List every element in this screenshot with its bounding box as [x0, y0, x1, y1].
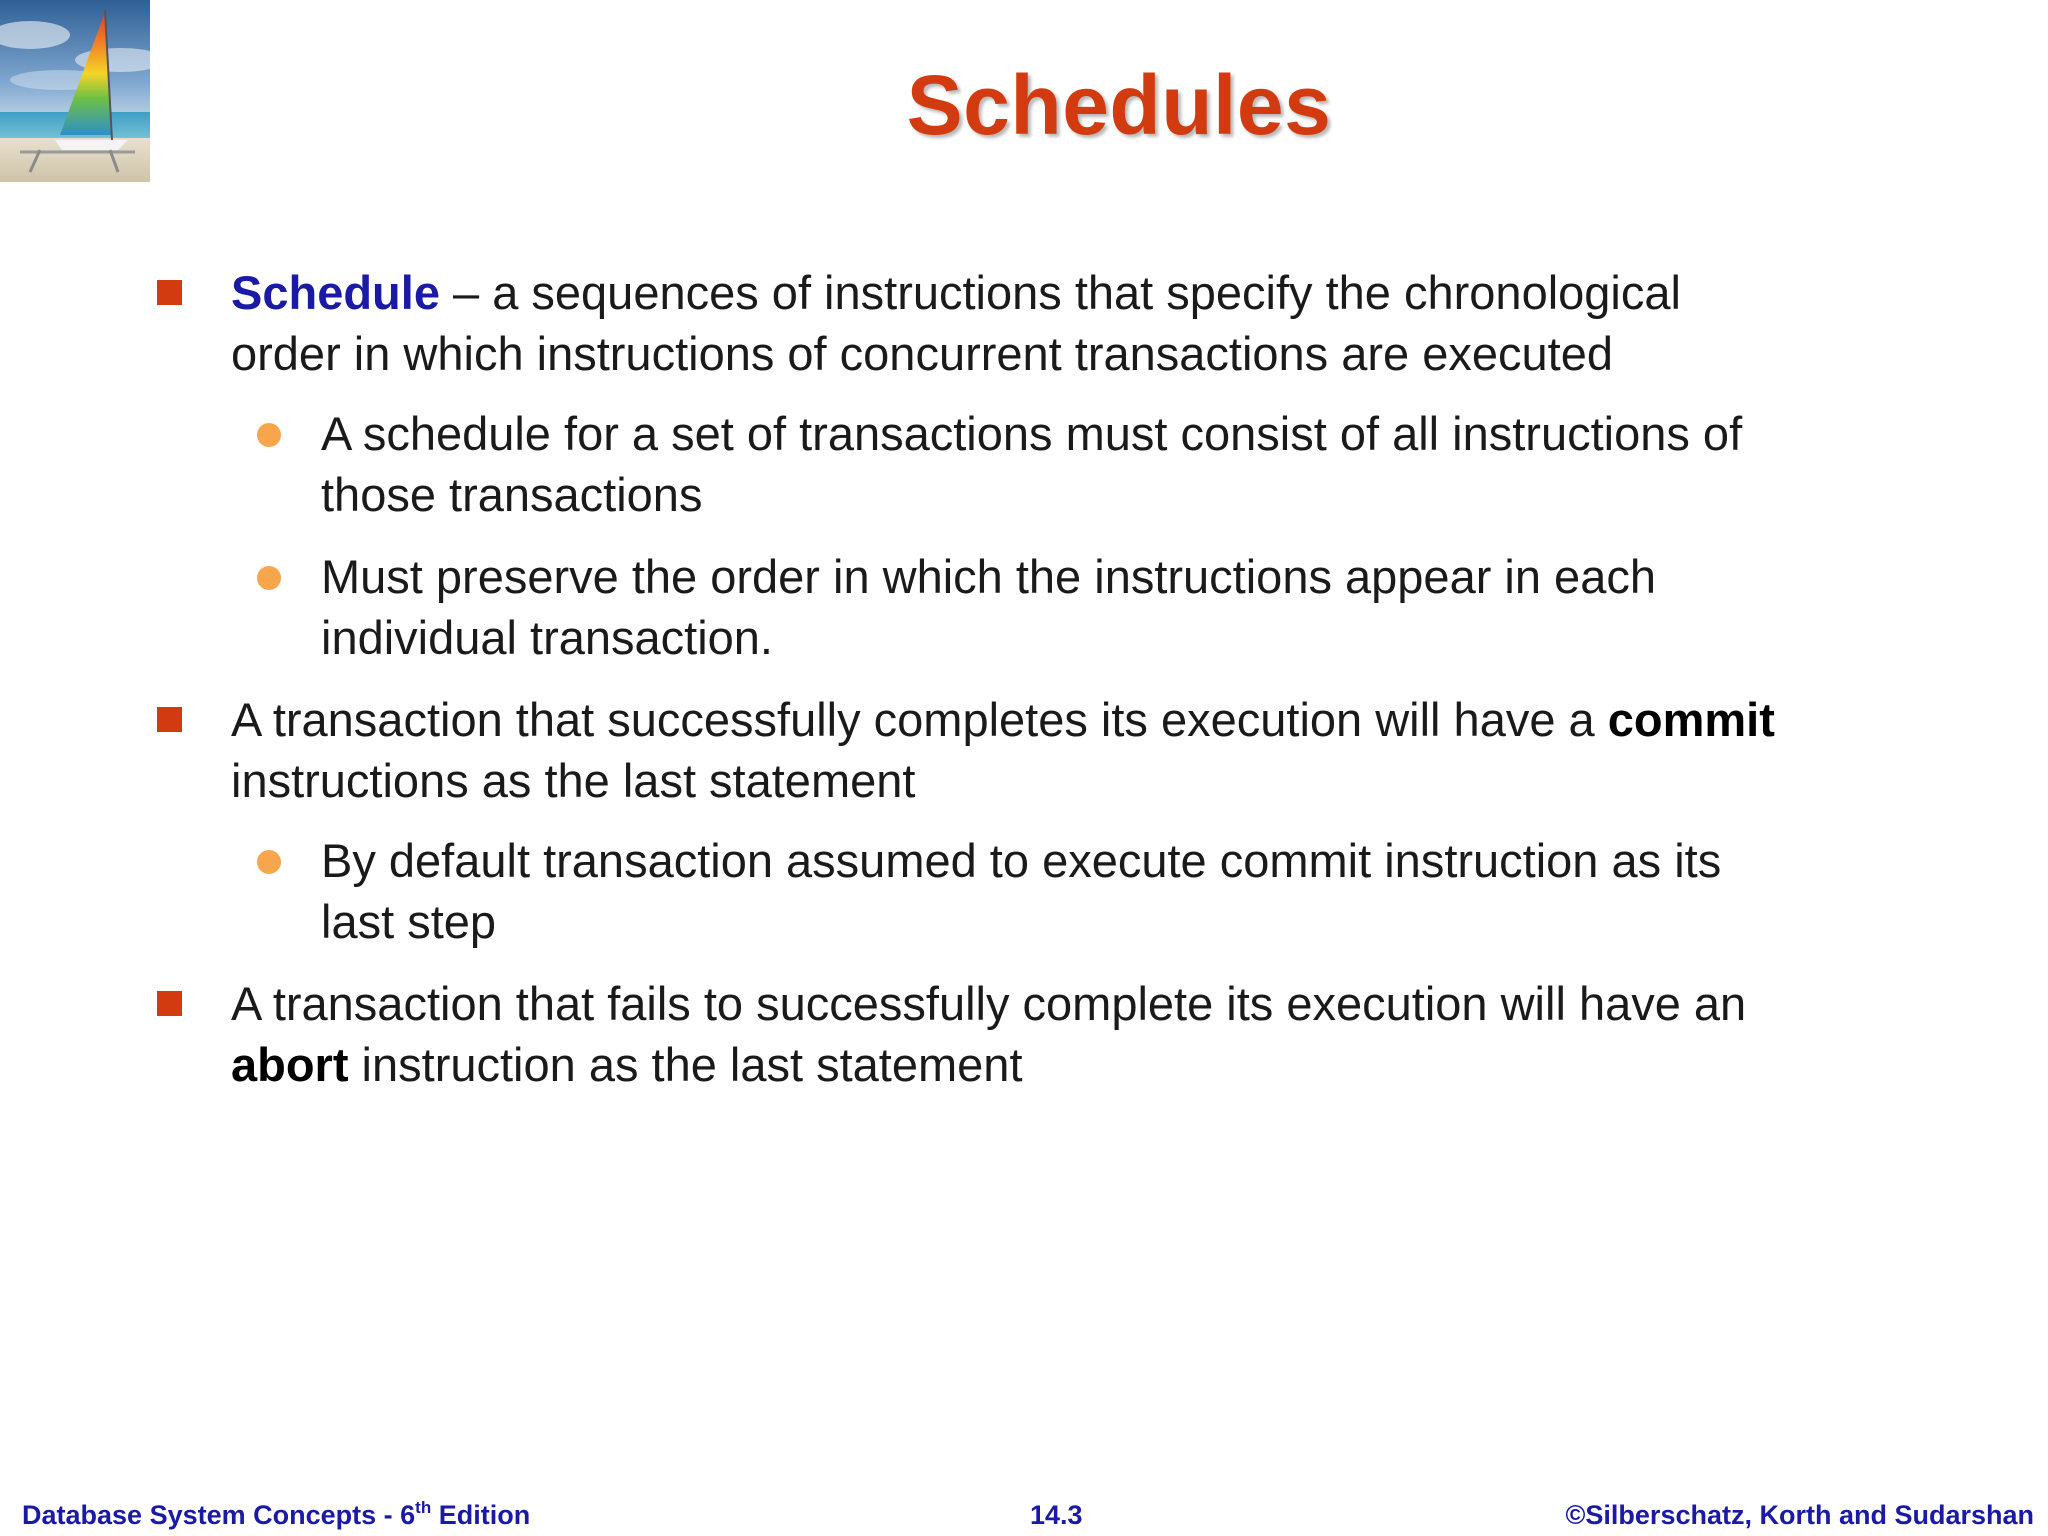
round-bullet-icon: [257, 566, 281, 590]
footer-book-prefix: Database System Concepts - 6: [22, 1500, 416, 1530]
round-bullet-icon: [257, 423, 281, 447]
sub-bullet-text: By default transaction assumed to execute commit instruction as its last step: [321, 834, 1722, 948]
bullet-item: [157, 262, 1777, 384]
bullet-text: instruction as the last statement: [348, 1038, 1023, 1091]
footer-book-title: [22, 1500, 530, 1531]
bullet-text: instructions as the last statement: [231, 754, 916, 807]
bullet-text: A transaction that successfully completes its execution will have a: [231, 693, 1608, 746]
sub-bullet-item: [157, 546, 1777, 668]
bullet-item: [157, 973, 1777, 1095]
bullet-text: – a sequences of instructions that specify the chronological order in which instructions of concurrent transactions are executed: [231, 266, 1681, 380]
footer-book-suffix: Edition: [431, 1500, 531, 1530]
bullet-text: A transaction that fails to successfully complete its execution will have an: [231, 977, 1747, 1030]
slide-body: [157, 262, 1777, 1114]
sub-bullet-text: Must preserve the order in which the instructions appear in each individual transaction.: [321, 550, 1656, 664]
footer-copyright: ©Silberschatz, Korth and Sudarshan: [1565, 1500, 2034, 1530]
square-bullet-icon: [157, 991, 182, 1016]
slide-title: Schedules: [906, 58, 1332, 152]
sub-bullet-text: A schedule for a set of transactions must consist of all instructions of those transactions: [321, 407, 1743, 521]
square-bullet-icon: [157, 280, 182, 305]
square-bullet-icon: [157, 707, 182, 732]
term-schedule: Schedule: [231, 266, 440, 319]
sub-bullet-item: [157, 830, 1777, 952]
sub-bullet-item: [157, 403, 1777, 525]
slide-footer: [0, 1496, 2048, 1536]
footer-book-sup: th: [415, 1498, 432, 1517]
footer-page-number: 14.3: [1030, 1500, 1083, 1530]
round-bullet-icon: [257, 850, 281, 874]
keyword-commit: commit: [1607, 693, 1775, 746]
bullet-item: [157, 689, 1777, 811]
keyword-abort: abort: [231, 1038, 349, 1091]
